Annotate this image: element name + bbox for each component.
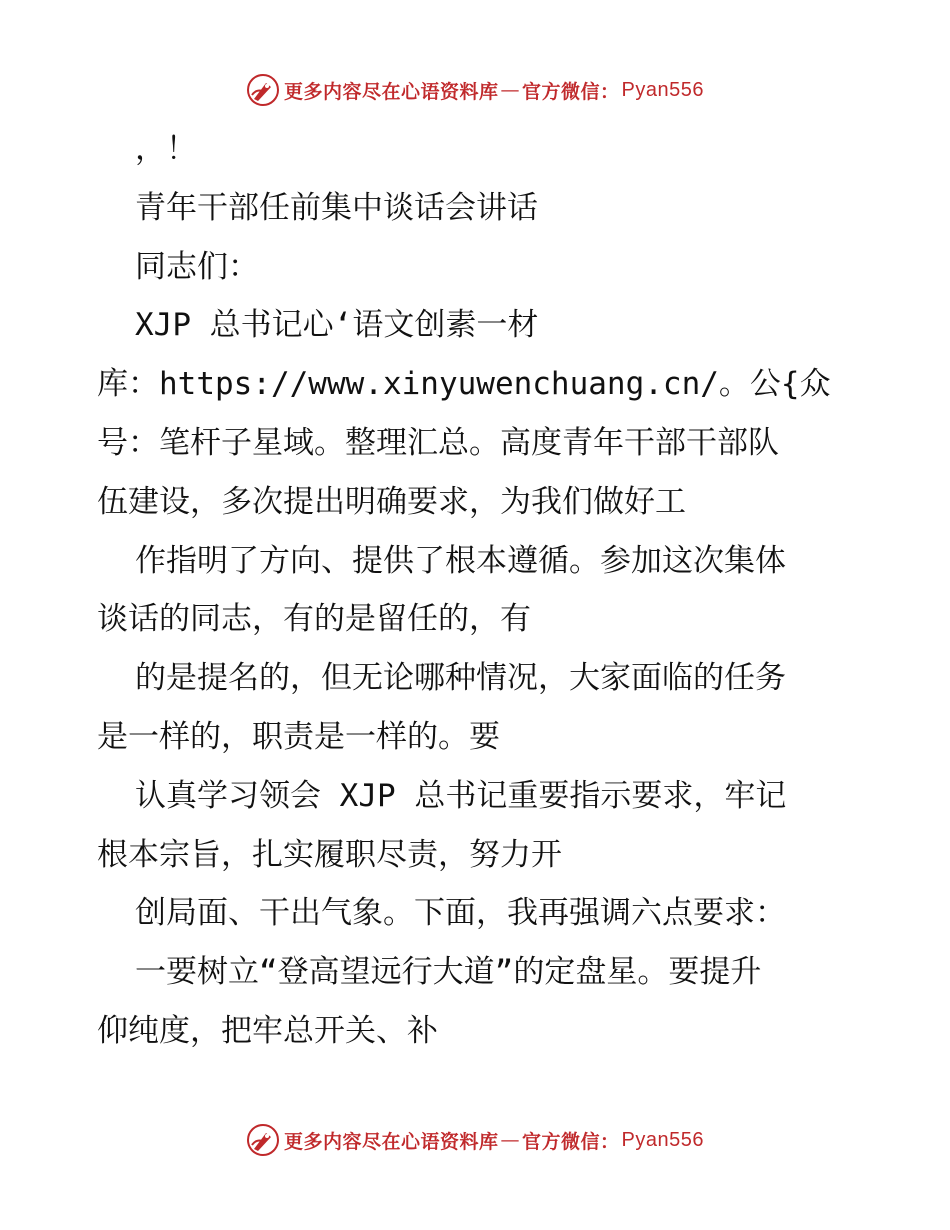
document-line: 青年干部任前集中谈话会讲话 — [135, 189, 538, 226]
document-line: 谈话的同志，有的是留任的，有 — [97, 601, 531, 638]
page-footer-watermark — [0, 1122, 950, 1158]
document-line: 创局面、干出气象。下面，我再强调六点要求： — [135, 895, 786, 932]
document-line: 的是提名的，但无论哪种情况，大家面临的任务 — [135, 660, 786, 697]
header-account-label: 官方微信： — [522, 80, 620, 103]
pen-nib-logo-icon — [246, 1123, 280, 1157]
document-line: ，！ — [135, 131, 197, 167]
header-separator: — — [500, 79, 521, 101]
header-brand-text: 更多内容尽在心语资料库 — [284, 80, 499, 103]
page-header-watermark — [0, 72, 950, 108]
footer-account-id: Pyan556 — [621, 1128, 704, 1151]
document-line: 作指明了方向、提供了根本遵循。参加这次集体 — [135, 542, 786, 579]
document-line: 是一样的，职责是一样的。要 — [97, 718, 500, 755]
footer-account-label: 官方微信： — [522, 1130, 620, 1153]
footer-separator: — — [500, 1129, 521, 1151]
document-line: 伍建设，多次提出明确要求，为我们做好工 — [97, 483, 686, 520]
document-line: 一要树立“登高望远行大道”的定盘星。要提升 — [135, 954, 762, 991]
document-line: 仰纯度，把牢总开关、补 — [97, 1012, 438, 1049]
footer-brand-text: 更多内容尽在心语资料库 — [284, 1130, 499, 1153]
header-account-id: Pyan556 — [621, 78, 704, 101]
document-line: 根本宗旨，扎实履职尽责，努力开 — [97, 836, 562, 873]
pen-nib-logo-icon — [246, 73, 280, 107]
document-line: 认真学习领会 XJP 总书记重要指示要求，牢记 — [135, 777, 787, 814]
document-line: 同志们： — [135, 248, 259, 285]
document-line: 库：https://www.xinyuwenchuang.cn/。公{众 — [97, 366, 831, 403]
document-line: 号：笔杆子星域。整理汇总。高度青年干部干部队 — [97, 424, 779, 461]
document-line: XJP 总书记心‘语文创素一材 — [135, 307, 539, 344]
document-body — [97, 120, 877, 1061]
